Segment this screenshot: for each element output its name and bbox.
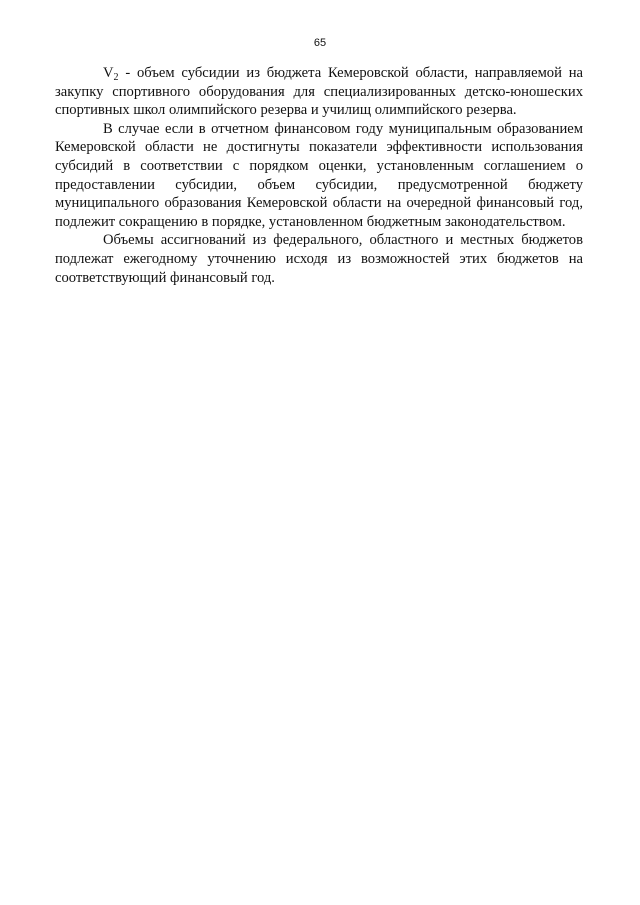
text-line: муниципального образования Кемеровской области на очередной финансовый год, <box>55 195 583 212</box>
paragraph-budget-volumes <box>55 231 583 287</box>
text-line: Объемы ассигнований из федерального, областного и местных бюджетов <box>103 232 583 249</box>
line-text: - объем субсидии из бюджета Кемеровской области, направляемой на <box>118 65 583 81</box>
text-line: предоставлении субсидии, объем субсидии, предусмотренной бюджету <box>55 176 583 193</box>
text-line: закупку спортивного оборудования для специализированных детско-юношеских <box>55 83 583 100</box>
text-line: соответствующий финансовый год. <box>55 269 275 286</box>
text-line: подлежит сокращению в порядке, установленном бюджетным законодательством. <box>55 213 566 230</box>
text-line: субсидий в соответствии с порядком оценки, установленным соглашением о <box>55 157 583 174</box>
page-number: 65 <box>313 37 327 49</box>
text-line: В случае если в отчетном финансовом году муниципальным образованием <box>103 120 583 137</box>
document-body <box>55 64 583 287</box>
variable-symbol: V <box>103 65 114 81</box>
text-line <box>55 64 583 83</box>
text-line: подлежат ежегодному уточнению исходя из возможностей этих бюджетов на <box>55 250 583 267</box>
paragraph-v2-definition <box>55 64 583 120</box>
text-line: Кемеровской области не достигнуты показатели эффективности использования <box>55 139 583 156</box>
variable-subscript: 2 <box>113 72 119 83</box>
text-line: спортивных школ олимпийского резерва и училищ олимпийского резерва. <box>55 102 517 119</box>
paragraph-subsidy-reduction <box>55 120 583 232</box>
